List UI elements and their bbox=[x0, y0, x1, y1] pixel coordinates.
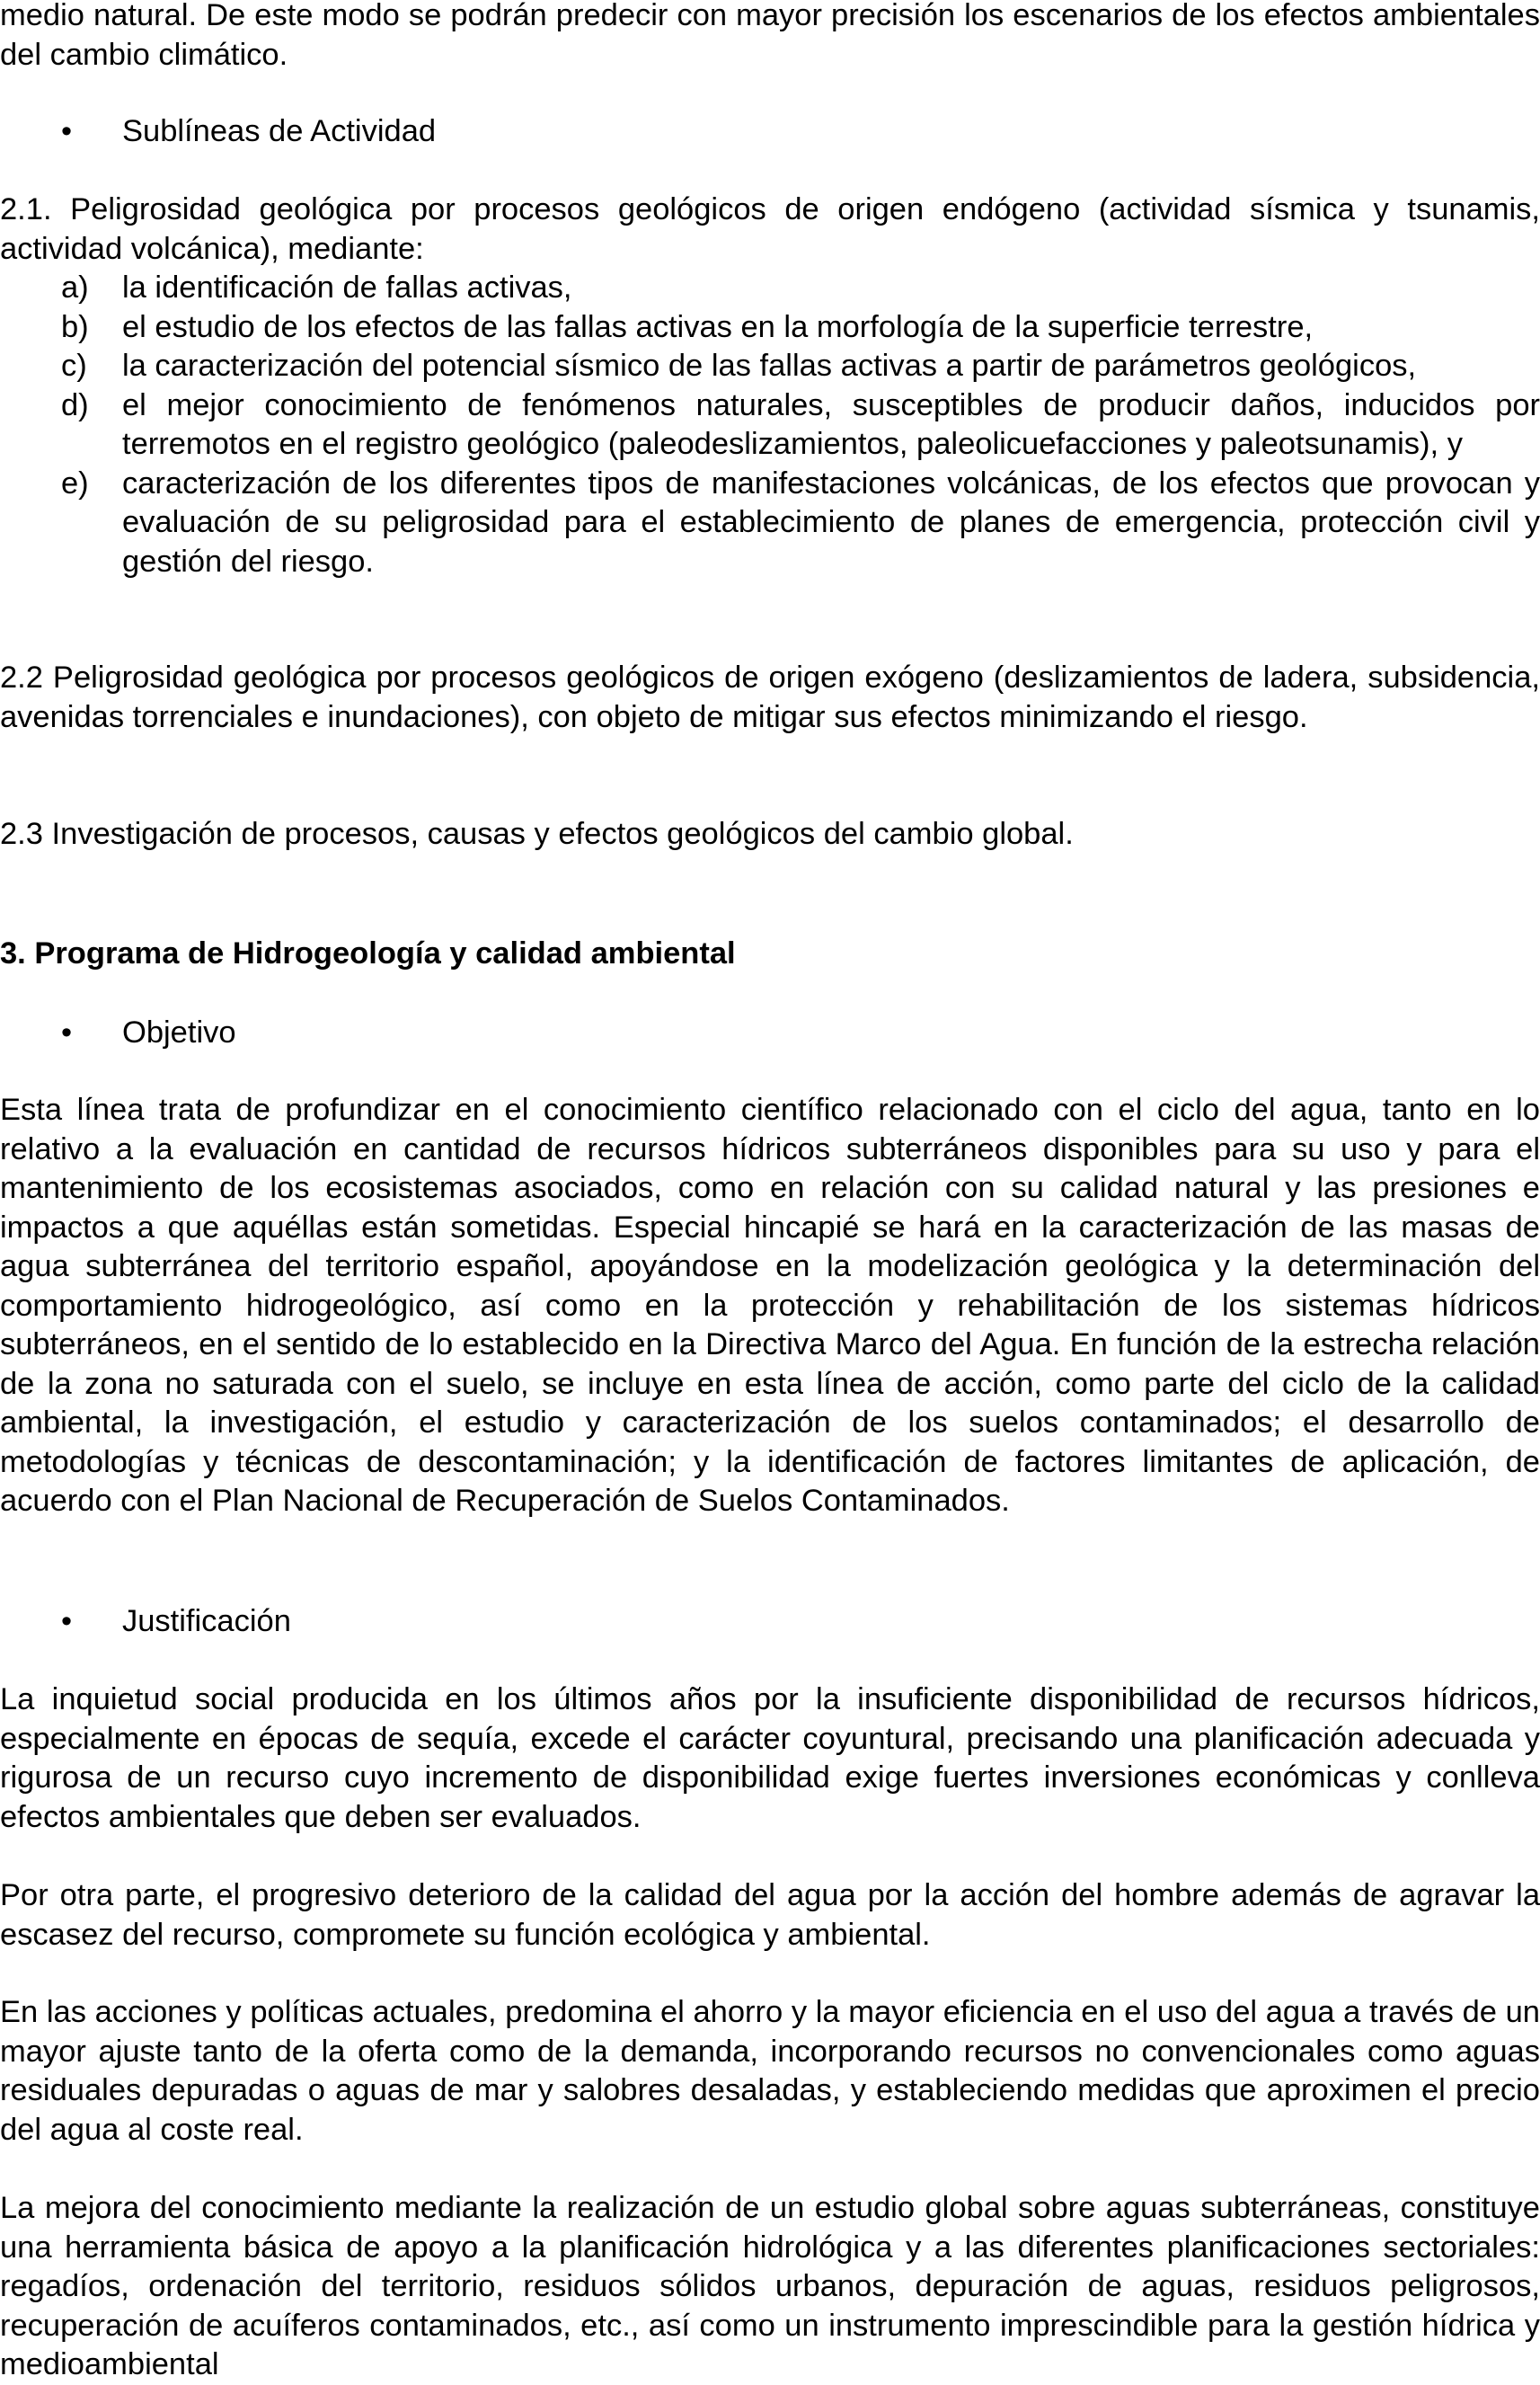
paragraph-objetivo: Esta línea trata de profundizar en el conocimiento científico relacionado con el ciclo del agua, tanto en lo relativo a la evaluación en cantidad de recursos hídricos subterráneos disponibles para su uso y para el mantenimiento de los ecosistemas asociados, como en relación con su calidad natural y las presiones e impactos a que aquéllas están sometidas. Especial hincapié se hará en la caracterización de las masas de agua subterránea del territorio español, apoyándose en la modelización geológica y la determinación del comportamiento hidrogeológico, así como en la protección y rehabilitación de los sistemas hídricos subterráneos, en el sentido de lo establecido en la Directiva Marco del Agua. En función de la estrecha relación de la zona no saturada con el suelo, se incluye en esta línea de acción, como parte del ciclo de la calidad ambiental, la investigación, el estudio y caracterización de los suelos contaminados; el desarrollo de metodologías y técnicas de descontaminación; y la identificación de factores limitantes de aplicación, de acuerdo con el Plan Nacional de Recuperación de Suelos Contaminados. bbox=[0, 1093, 1540, 1518]
bullet-objetivo-label: Objetivo bbox=[122, 1015, 236, 1050]
list-text: el estudio de los efectos de las fallas activas en la morfología de la superficie terrestre, bbox=[122, 309, 1314, 344]
paragraph-justificacion-1: La inquietud social producida en los últimos años por la insuficiente disponibilidad de recursos hídricos, especialmente en épocas de sequía, excede el carácter coyuntural, precisando una planificación adecuada y rigurosa de un recurso cuyo incremento de disponibilidad exige fuertes inversiones económicas y conlleva efectos ambientales que deben ser evaluados. bbox=[0, 1682, 1540, 1834]
list-item bbox=[0, 465, 1540, 582]
bullet-icon: • bbox=[61, 114, 73, 148]
bullet-icon: • bbox=[61, 1015, 73, 1050]
item-2-2: 2.2 Peligrosidad geológica por procesos geológicos de origen exógeno (deslizamientos de ladera, subsidencia, avenidas torrenciales e inundaciones), con objeto de mitigar sus efectos minimizando el riesgo. bbox=[0, 661, 1540, 734]
intro-paragraph-tail: medio natural. De este modo se podrán predecir con mayor precisión los escenarios de los efectos ambientales del cambio climático. bbox=[0, 0, 1540, 72]
list-marker: a) bbox=[61, 270, 89, 305]
list-text: el mejor conocimiento de fenómenos naturales, susceptibles de producir daños, inducidos por terremotos en el registro geológico (paleodeslizamientos, paleolicuefacciones y paleotsunamis), y bbox=[122, 387, 1540, 461]
list-text: caracterización de los diferentes tipos de manifestaciones volcánicas, de los efectos que provocan y evaluación de su peligrosidad para el establecimiento de planes de emergencia, protección civil y gestión del riesgo. bbox=[122, 465, 1540, 579]
section-heading-3: 3. Programa de Hidrogeología y calidad ambiental bbox=[0, 936, 736, 971]
list-item bbox=[0, 386, 1540, 465]
list-2-1 bbox=[0, 269, 1540, 581]
bullet-sublineas-label: Sublíneas de Actividad bbox=[122, 114, 437, 148]
paragraph-justificacion-4: La mejora del conocimiento mediante la realización de un estudio global sobre aguas subterráneas, constituye una herramienta básica de apoyo a la planificación hidrológica y a las diferentes planificaciones sectoriales: regadíos, ordenación del territorio, residuos sólidos urbanos, depuración de aguas, residuos peligrosos, recuperación de acuíferos contaminados, etc., así como un instrumento imprescindible para la gestión hídrica y medioambiental bbox=[0, 2191, 1540, 2381]
list-item bbox=[0, 269, 1540, 308]
paragraph-justificacion-3: En las acciones y políticas actuales, predomina el ahorro y la mayor eficiencia en el uso del agua a través de un mayor ajuste tanto de la oferta como de la demanda, incorporando recursos no convencionales como aguas residuales depuradas o aguas de mar y salobres desaladas, y estableciendo medidas que aproximen el precio del agua al coste real. bbox=[0, 1995, 1540, 2147]
list-item bbox=[0, 347, 1540, 386]
list-text: la identificación de fallas activas, bbox=[122, 270, 572, 305]
list-marker: c) bbox=[61, 349, 87, 383]
list-text: la caracterización del potencial sísmico de las fallas activas a partir de parámetros geológicos, bbox=[122, 349, 1417, 383]
item-2-1: 2.1. Peligrosidad geológica por procesos geológicos de origen endógeno (actividad sísmica y tsunamis, actividad volcánica), mediante: bbox=[0, 192, 1540, 266]
bullet-justificacion-label: Justificación bbox=[122, 1604, 291, 1638]
bullet-icon: • bbox=[61, 1604, 73, 1638]
list-marker: d) bbox=[61, 387, 89, 422]
list-marker: b) bbox=[61, 309, 89, 344]
list-marker: e) bbox=[61, 465, 89, 501]
list-item bbox=[0, 308, 1540, 348]
paragraph-justificacion-2: Por otra parte, el progresivo deterioro de la calidad del agua por la acción del hombre además de agravar la escasez del recurso, compromete su función ecológica y ambiental. bbox=[0, 1878, 1540, 1952]
item-2-3: 2.3 Investigación de procesos, causas y efectos geológicos del cambio global. bbox=[0, 817, 1074, 851]
